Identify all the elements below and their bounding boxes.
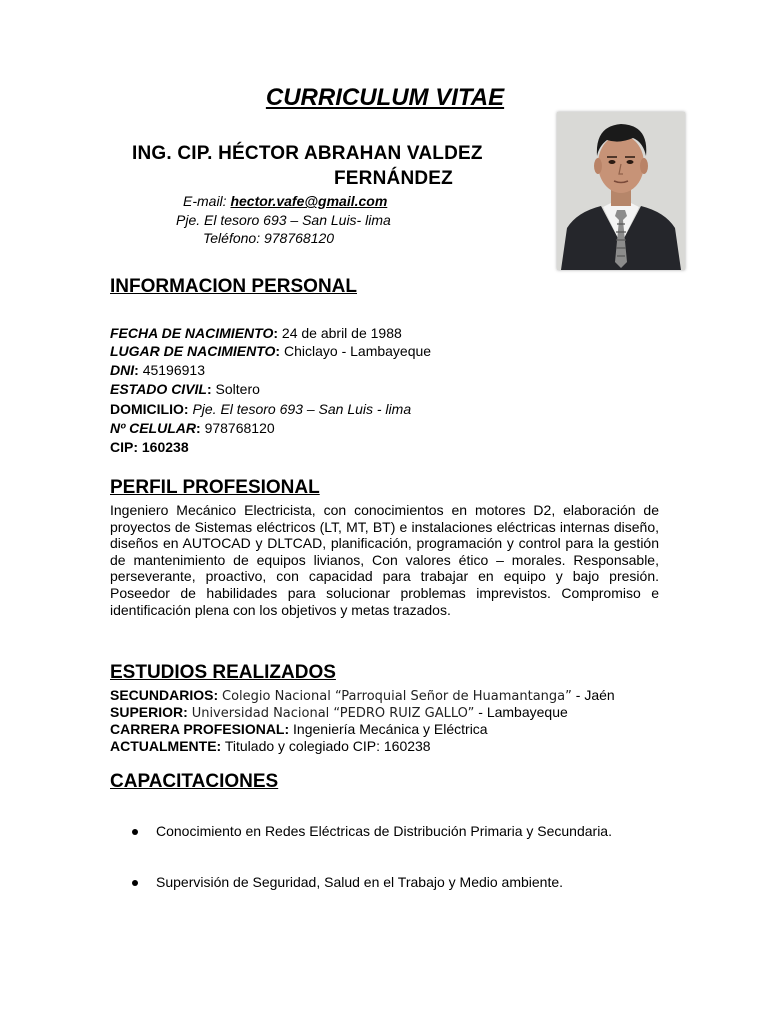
full-name-line2: FERNÁNDEZ xyxy=(334,168,453,189)
section-heading-training: CAPACITACIONES xyxy=(110,771,279,792)
secondary-school: Colegio Nacional “Parroquial Señor de Huamantanga” xyxy=(222,689,572,704)
contact-address: Pje. El tesoro 693 – San Luis- lima xyxy=(176,212,391,228)
bullet-icon xyxy=(132,829,138,835)
career-row xyxy=(110,721,488,738)
secondary-row xyxy=(110,687,615,705)
superior-label: SUPERIOR: xyxy=(110,704,188,720)
document-title: CURRICULUM VITAE xyxy=(265,84,505,111)
cell-value: 978768120 xyxy=(204,420,275,436)
profile-paragraph: Ingeniero Mecánico Electricista, con conocimientos en motores D2, elaboración de proyectos de Sistemas eléctricos (LT, MT, BT) e instalaciones eléctricas internas diseño, diseños en AUTOCAD y DLTCAD, planificación, programación y control para la gestión de mantenimiento de equipos livianos, Con valores ético – morales. Responsable, perseverante, proactivo, con capacidad para trabajar en equipo y bajo presión. Poseedor de habilidades para solucionar problemas imprevistos. Compromiso e identificación plena con los objetivos y metas trazados. xyxy=(110,502,659,618)
contact-phone: Teléfono: 978768120 xyxy=(203,230,335,246)
address-row xyxy=(110,401,411,418)
cip-row xyxy=(110,439,189,456)
address-value: Pje. El tesoro 693 – San Luis - lima xyxy=(192,401,412,417)
career-label: CARRERA PROFESIONAL: xyxy=(110,721,290,737)
civil-status-label: ESTADO CIVIL xyxy=(110,381,207,397)
birth-date-value: 24 de abril de 1988 xyxy=(281,325,402,341)
current-row xyxy=(110,738,431,755)
section-heading-profile: PERFIL PROFESIONAL xyxy=(110,477,320,498)
superior-city: - Lambayeque xyxy=(474,704,568,720)
bullet-icon xyxy=(132,880,138,886)
email-link[interactable]: hector.vafe@gmail.com xyxy=(230,193,388,209)
superior-school: Universidad Nacional “PEDRO RUIZ GALLO” xyxy=(191,706,475,721)
current-label: ACTUALMENTE: xyxy=(110,738,222,754)
cell-label: Nº CELULAR xyxy=(110,420,196,436)
current-value: Titulado y colegiado CIP: 160238 xyxy=(224,738,431,754)
birth-date-label: FECHA DE NACIMIENTO xyxy=(110,325,274,341)
dni-label: DNI xyxy=(110,362,135,378)
profile-photo xyxy=(557,112,685,270)
section-heading-personal: INFORMACION PERSONAL xyxy=(110,276,357,297)
address-label: DOMICILIO: xyxy=(110,401,189,417)
section-heading-studies: ESTUDIOS REALIZADOS xyxy=(110,662,336,683)
civil-status-row: ESTADO CIVIL: Soltero xyxy=(110,381,260,397)
birth-place-value: Chiclayo - Lambayeque xyxy=(283,343,432,359)
cip-value: CIP: 160238 xyxy=(110,439,189,455)
birth-place-label: LUGAR DE NACIMIENTO xyxy=(110,343,276,359)
secondary-label: SECUNDARIOS: xyxy=(110,687,219,703)
dni-row: DNI: 45196913 xyxy=(110,362,205,378)
training-item: Supervisión de Seguridad, Salud en el Trabajo y Medio ambiente. xyxy=(156,874,564,890)
secondary-city: - Jaén xyxy=(571,687,615,703)
dni-value: 45196913 xyxy=(142,362,205,378)
career-value: Ingeniería Mecánica y Eléctrica xyxy=(293,721,488,737)
email-line xyxy=(183,193,387,209)
birth-place-row: LUGAR DE NACIMIENTO: Chiclayo - Lambayeque xyxy=(110,343,432,359)
cell-row: Nº CELULAR: 978768120 xyxy=(110,420,275,436)
email-label: E-mail: xyxy=(183,193,231,209)
training-item: Conocimiento en Redes Eléctricas de Distribución Primaria y Secundaria. xyxy=(156,823,612,839)
superior-row xyxy=(110,704,568,722)
civil-status-value: Soltero xyxy=(215,381,260,397)
birth-date-row: FECHA DE NACIMIENTO: 24 de abril de 1988 xyxy=(110,325,402,341)
full-name-line1: ING. CIP. HÉCTOR ABRAHAN VALDEZ xyxy=(132,143,483,164)
